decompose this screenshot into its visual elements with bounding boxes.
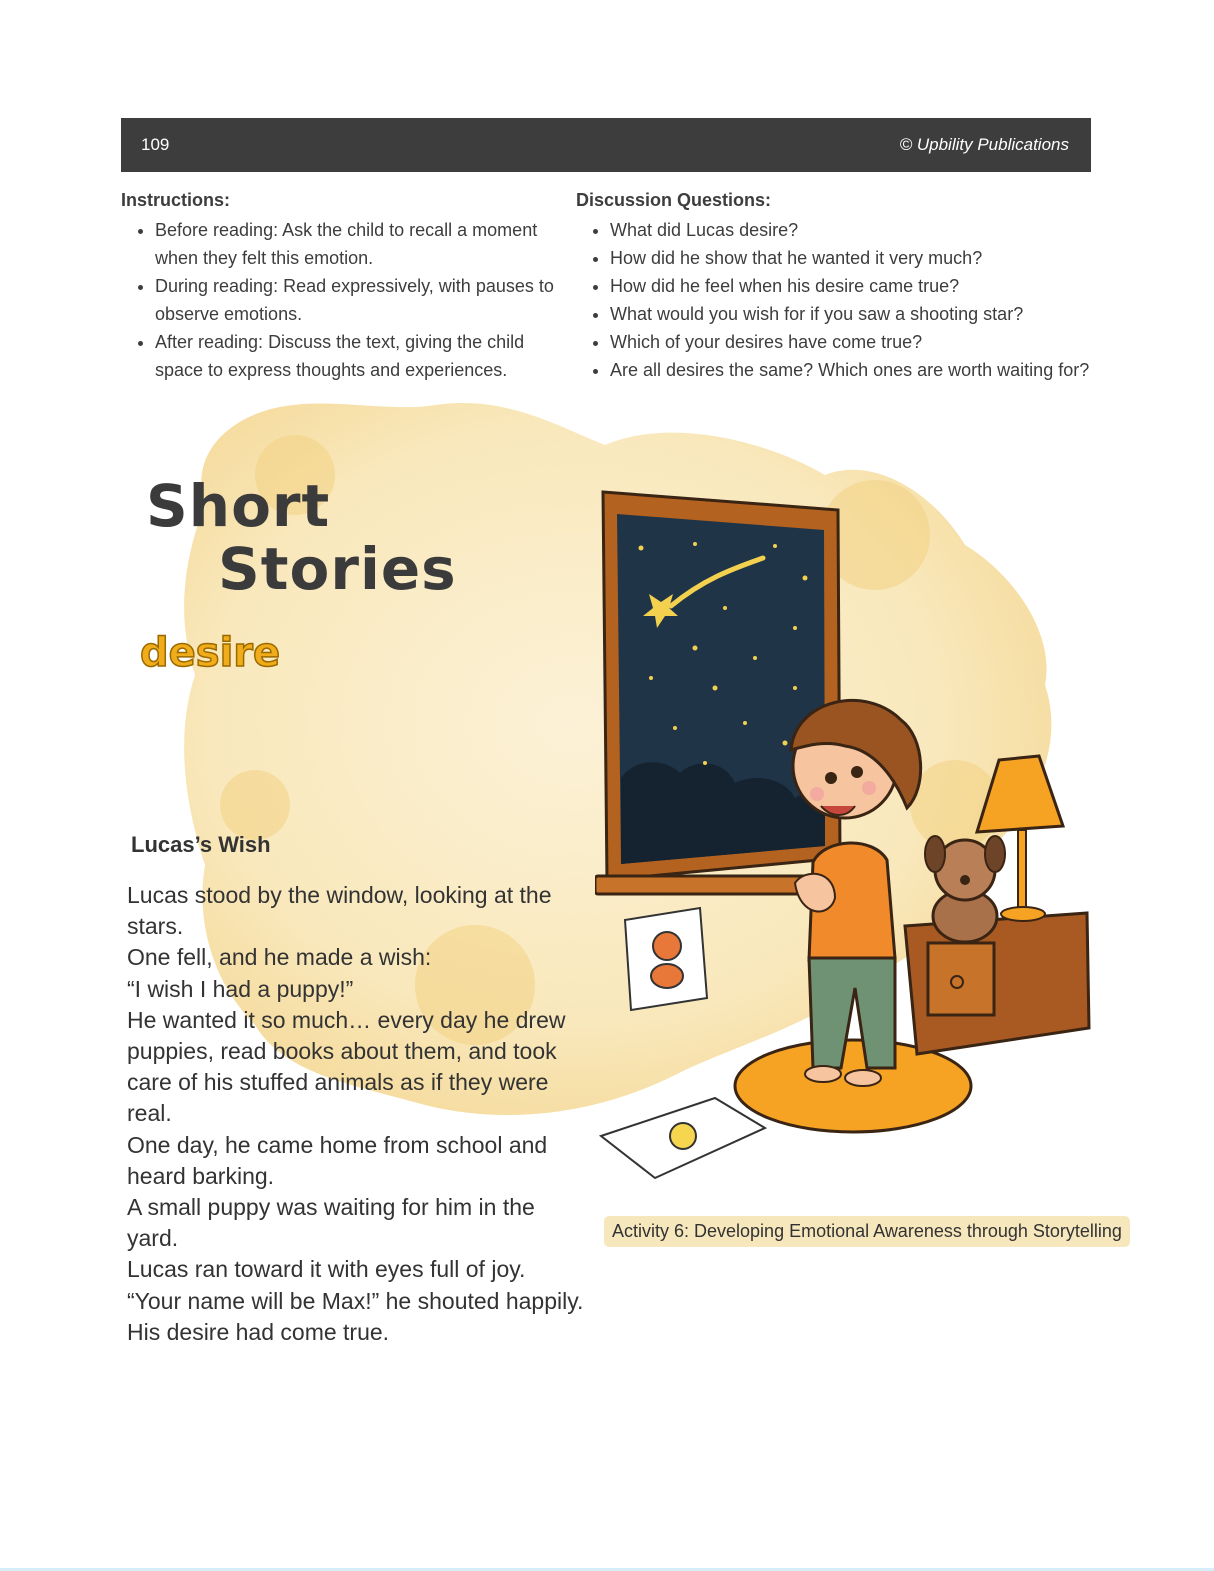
instruction-item: • Before reading: Ask the child to recall a moment when they felt this emotion.: [155, 216, 561, 272]
instructions-list: [121, 216, 561, 384]
question-item: • What did Lucas desire?: [610, 216, 1096, 244]
story-text: [127, 880, 587, 1348]
emotion-word: desire: [140, 630, 281, 676]
boy-at-window-illustration: [595, 488, 1095, 1198]
rug-icon: [735, 1040, 971, 1132]
story-line: “I wish I had a puppy!”: [127, 975, 354, 1002]
page-number: 109: [141, 135, 170, 154]
title-line-1: Short: [146, 472, 331, 540]
story-line: A small puppy was waiting for him in the yard.: [127, 1194, 535, 1252]
story-title: Lucas’s Wish: [131, 832, 271, 857]
title-line-2: Stories: [218, 535, 457, 603]
boy-icon: [791, 700, 921, 1086]
discussion-section: [576, 188, 1096, 384]
discussion-list: [576, 216, 1096, 384]
story-line: Lucas ran toward it with eyes full of joy.: [127, 1256, 526, 1283]
activity-label: Activity 6: Developing Emotional Awareness through Storytelling: [604, 1216, 1130, 1247]
story-line: Lucas stood by the window, looking at the stars.: [127, 882, 552, 940]
story-line: One day, he came home from school and heard barking.: [127, 1131, 548, 1189]
question-item: • Are all desires the same? Which ones are worth waiting for?: [610, 356, 1096, 384]
header-bar: [121, 118, 1091, 172]
question-item: • How did he feel when his desire came true?: [610, 272, 1096, 300]
publisher-credit: © Upbility Publications: [899, 135, 1069, 154]
instructions-heading: Instructions:: [121, 190, 231, 210]
nightstand-icon: [905, 913, 1089, 1054]
stuffed-dog-icon: [925, 836, 1005, 942]
story-line: His desire had come true.: [127, 1318, 390, 1345]
instructions-section: [121, 188, 561, 384]
sun-drawing-icon: [601, 1098, 765, 1178]
story-line: “Your name will be Max!” he shouted happily.: [127, 1287, 584, 1314]
story-line: One fell, and he made a wish:: [127, 944, 432, 971]
window-icon: [595, 492, 850, 894]
question-item: • How did he show that he wanted it very much?: [610, 244, 1096, 272]
instruction-item: • During reading: Read expressively, with pauses to observe emotions.: [155, 272, 561, 328]
discussion-heading: Discussion Questions:: [576, 190, 772, 210]
question-item: • What would you wish for if you saw a shooting star?: [610, 300, 1096, 328]
question-item: • Which of your desires have come true?: [610, 328, 1096, 356]
instruction-item: • After reading: Discuss the text, giving the child space to express thoughts and experiences.: [155, 328, 561, 384]
story-line: He wanted it so much… every day he drew puppies, read books about them, and took care of his stuffed animals as if they were real.: [127, 1006, 566, 1127]
puppy-drawing-icon: [625, 908, 707, 1010]
